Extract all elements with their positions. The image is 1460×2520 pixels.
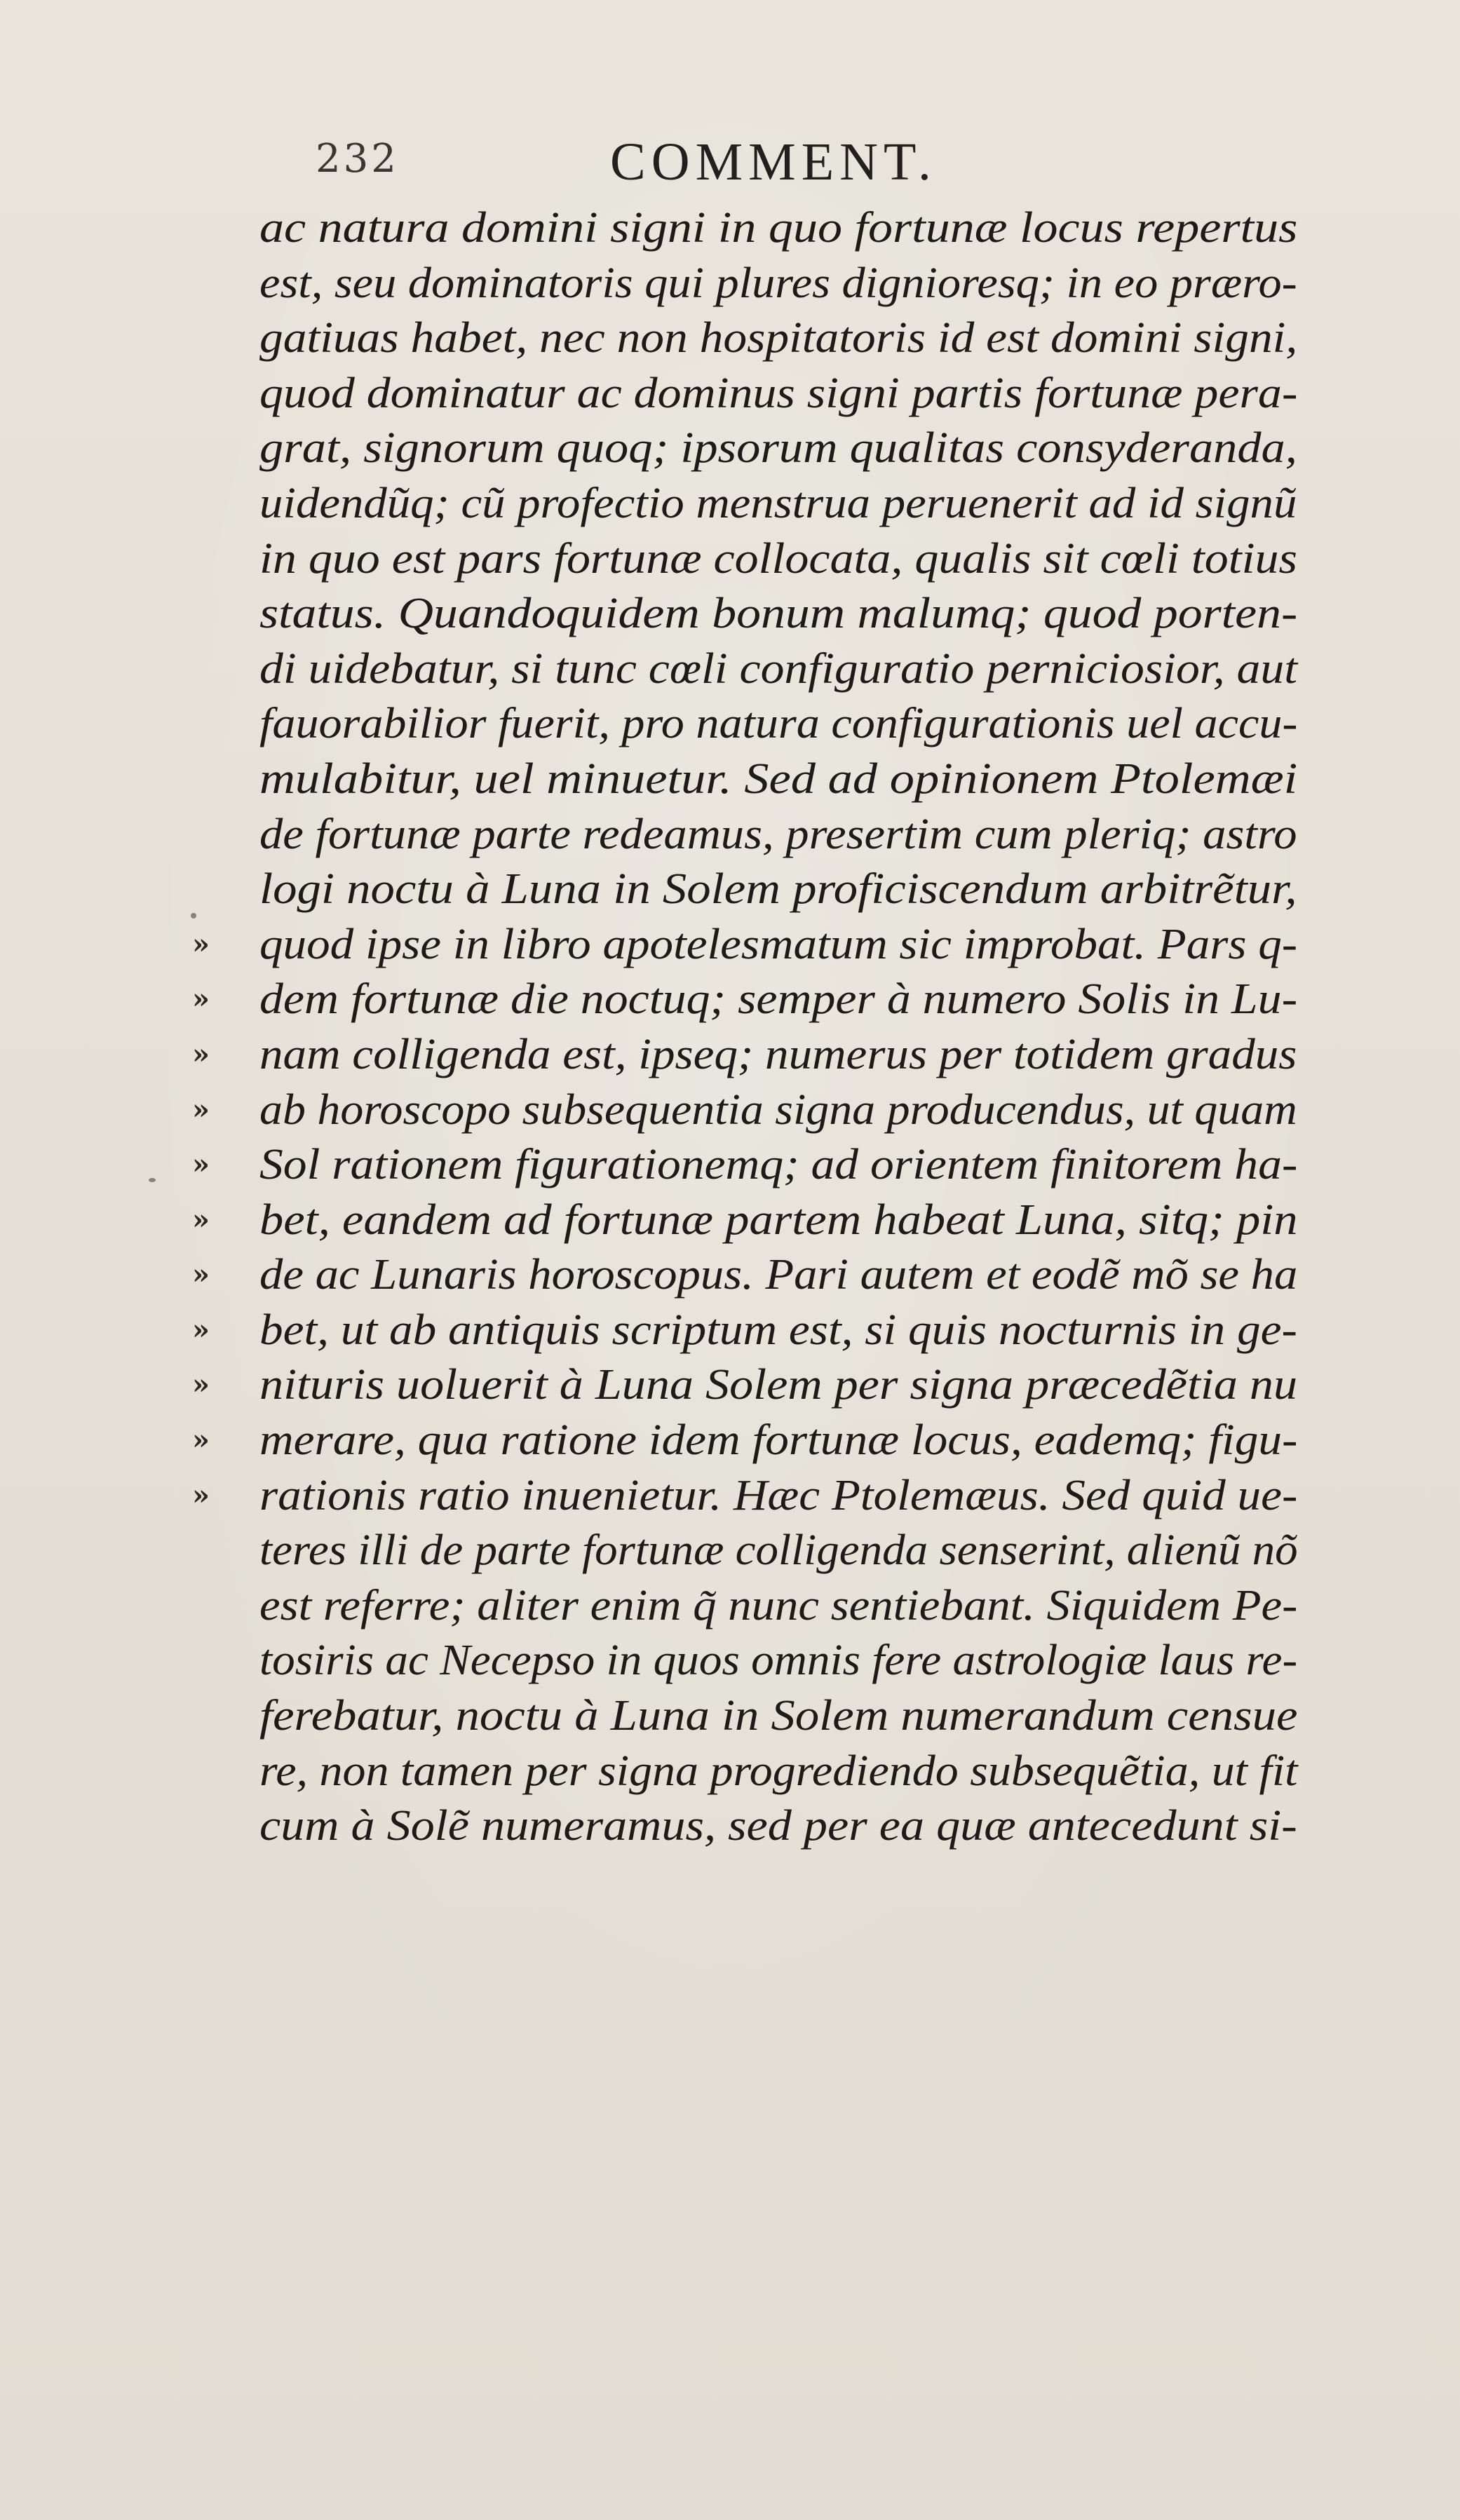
text-line (259, 366, 1381, 421)
text-line (192, 1468, 1381, 1524)
line-text: logi noctu à Luna in Solem proficiscendum arbitrẽtur, (259, 865, 1297, 914)
text-line (259, 531, 1381, 587)
line-text: status. Quandoquidem bonum malumq; quod porten- (259, 590, 1298, 638)
text-line (259, 256, 1381, 311)
text-line (192, 1137, 1381, 1193)
quote-mark: » (192, 1258, 210, 1292)
text-line (259, 1523, 1381, 1578)
line-text: ac natura domini signi in quo fortunæ locus repertus (259, 204, 1298, 252)
line-text: dem fortunæ die noctuq; semper à numero Solis in Lu- (259, 975, 1298, 1024)
text-line (259, 586, 1381, 642)
margin-speck (149, 1178, 156, 1182)
quote-mark: » (192, 1037, 210, 1071)
text-line (192, 1413, 1381, 1468)
quote-mark: » (192, 1148, 210, 1181)
text-line (259, 1798, 1381, 1854)
line-text: re, non tamen per signa progrediendo subsequẽtia, ut fit (259, 1747, 1298, 1795)
text-line (259, 1578, 1381, 1634)
line-text: Sol rationem figurationemq; ad orientem finitorem ha- (259, 1141, 1298, 1189)
line-text: merare, qua ratione idem fortunæ locus, eademq; figu- (259, 1416, 1298, 1465)
line-text: nituris uoluerit à Luna Solem per signa præcedẽtia nu (259, 1361, 1298, 1409)
quote-mark: » (192, 982, 210, 1016)
text-line (259, 1633, 1381, 1688)
text-line (259, 696, 1381, 752)
text-line (192, 972, 1381, 1027)
text-line (259, 862, 1381, 917)
text-line (192, 1193, 1381, 1248)
line-text: fauorabilior fuerit, pro natura configurationis uel accu- (259, 700, 1298, 748)
line-text: quod ipse in libro apotelesmatum sic improbat. Pars q- (259, 920, 1298, 968)
text-line (259, 421, 1381, 476)
text-line (192, 1083, 1381, 1138)
line-text: ab horoscopo subsequentia signa producendus, ut quam (259, 1085, 1297, 1134)
quote-mark: » (192, 1478, 210, 1512)
text-line (259, 642, 1381, 697)
line-text: cum à Solẽ numeramus, sed per ea quæ antecedunt si- (259, 1802, 1297, 1850)
line-text: di uidebatur, si tunc cœli configuratio perniciosior, aut (259, 644, 1298, 693)
running-head: COMMENT. (610, 133, 937, 191)
quote-mark: » (192, 1368, 210, 1402)
text-line (192, 917, 1381, 973)
line-text: est, seu dominatoris qui plures dignioresq; in eo præro- (259, 259, 1297, 307)
quote-mark: » (192, 1203, 210, 1236)
quote-mark: » (192, 1423, 210, 1457)
text-line (192, 1247, 1381, 1303)
margin-speck (191, 913, 196, 919)
page-header (316, 132, 1353, 195)
line-text: grat, signorum quoq; ipsorum qualitas consyderanda, (259, 424, 1297, 473)
text-block (192, 201, 1381, 1854)
line-text: rationis ratio inuenietur. Hæc Ptolemæus. Sed quid ue- (259, 1471, 1298, 1519)
text-line (259, 476, 1381, 531)
text-line (259, 201, 1381, 256)
line-text: bet, eandem ad fortunæ partem habeat Luna, sitq; pin (259, 1195, 1298, 1244)
line-text: de fortunæ parte redeamus, presertim cum pleriq; astro (259, 810, 1297, 858)
line-text: mulabitur, uel minuetur. Sed ad opinionem Ptolemæi (259, 754, 1298, 803)
line-text: est referre; aliter enim q̃ nunc sentiebant. Siquidem Pe- (259, 1581, 1298, 1630)
line-text: ferebatur, noctu à Luna in Solem numerandum censue (259, 1692, 1298, 1740)
page-number: 232 (316, 136, 399, 182)
text-line (192, 1027, 1381, 1083)
line-text: de ac Lunaris horoscopus. Pari autem et eodẽ mõ se ha (259, 1251, 1298, 1299)
text-line (259, 1688, 1381, 1744)
quote-mark: » (192, 1313, 210, 1346)
text-line (259, 311, 1381, 366)
line-text: bet, ut ab antiquis scriptum est, si quis nocturnis in ge- (259, 1306, 1297, 1354)
text-line (192, 1357, 1381, 1413)
line-text: in quo est pars fortunæ collocata, qualis sit cœli totius (259, 534, 1297, 583)
quote-mark: » (192, 1092, 210, 1126)
text-line (192, 1303, 1381, 1358)
text-line (259, 752, 1381, 807)
text-line (259, 807, 1381, 862)
line-text: tosiris ac Necepso in quos omnis fere astrologiæ laus re- (259, 1637, 1298, 1685)
line-text: gatiuas habet, nec non hospitatoris id est domini signi, (259, 314, 1298, 363)
line-text: nam colligenda est, ipseq; numerus per totidem gradus (259, 1030, 1297, 1078)
quote-mark: » (192, 927, 210, 961)
line-text: quod dominatur ac dominus signi partis fortunæ pera- (259, 369, 1298, 417)
text-line (259, 1744, 1381, 1799)
line-text: teres illi de parte fortunæ colligenda senserint, alienũ nõ (259, 1526, 1298, 1575)
line-text: uidendũq; cũ profectio menstrua peruenerit ad id signũ (259, 479, 1297, 527)
